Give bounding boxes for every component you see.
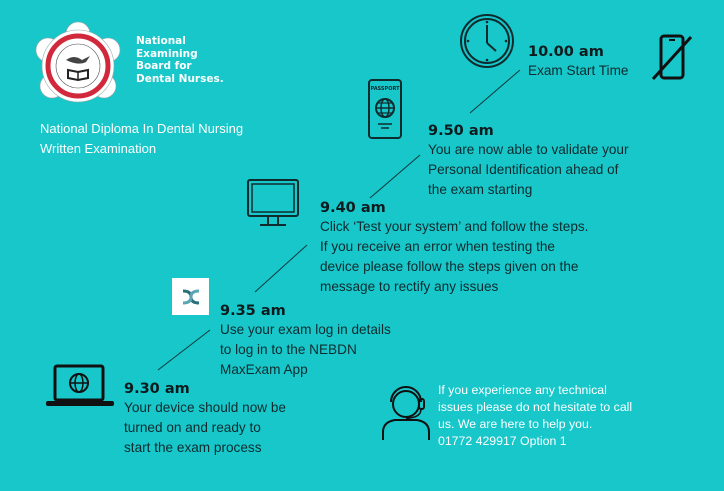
org-name-line: Examining xyxy=(136,47,198,60)
passport-icon xyxy=(367,78,403,140)
step-desc-line: turned on and ready to xyxy=(124,420,261,435)
step-time: 9.30 am xyxy=(124,381,190,397)
timeline-step-1000 xyxy=(528,43,628,81)
support-line: issues please do not hesitate to call xyxy=(438,400,633,414)
step-desc-line: Exam Start Time xyxy=(528,63,629,78)
org-name-line: Dental Nurses. xyxy=(136,72,224,85)
laptop-globe-icon xyxy=(45,364,115,408)
timeline-step-0950 xyxy=(428,122,629,200)
support-line: If you experience any technical xyxy=(438,383,607,397)
title-line-2: Written Examination xyxy=(40,141,157,156)
step-desc-line: MaxExam App xyxy=(220,362,308,377)
step-time: 9.40 am xyxy=(320,200,386,216)
org-name-line: National xyxy=(136,35,186,47)
step-desc-line: the exam starting xyxy=(428,182,533,197)
step-time: 9.50 am xyxy=(428,123,494,139)
step-desc-line: Click ‘Test your system’ and follow the steps. xyxy=(320,219,589,234)
step-desc-line: device please follow the steps given on the xyxy=(320,259,579,274)
monitor-icon xyxy=(246,178,300,228)
step-time: 10.00 am xyxy=(528,44,604,60)
svg-text:PASSPORT: PASSPORT xyxy=(370,86,400,92)
maxexam-app-icon xyxy=(172,278,209,315)
step-desc-line: Personal Identification ahead of xyxy=(428,162,619,177)
support-message xyxy=(438,382,632,450)
no-mobile-phone-icon xyxy=(651,33,695,81)
timeline-step-0930 xyxy=(124,380,286,458)
headset-support-icon xyxy=(381,386,431,442)
step-desc-line: Use your exam log in details xyxy=(220,322,391,337)
timeline-step-0935 xyxy=(220,302,391,380)
step-desc-line: You are now able to validate your xyxy=(428,142,629,157)
support-phone: 01772 429917 Option 1 xyxy=(438,434,567,448)
timeline-step-0940 xyxy=(320,199,588,297)
clock-icon xyxy=(459,13,515,69)
support-line: us. We are here to help you. xyxy=(438,417,593,431)
step-desc-line: message to rectify any issues xyxy=(320,279,499,294)
step-desc-line: to log in to the NEBDN xyxy=(220,342,357,357)
step-desc-line: If you receive an error when testing the xyxy=(320,239,555,254)
title-line-1: National Diploma In Dental Nursing xyxy=(40,121,244,136)
org-name-line: Board for xyxy=(136,60,192,72)
step-desc-line: Your device should now be xyxy=(124,400,286,415)
step-desc-line: start the exam process xyxy=(124,440,262,455)
step-time: 9.35 am xyxy=(220,303,286,319)
